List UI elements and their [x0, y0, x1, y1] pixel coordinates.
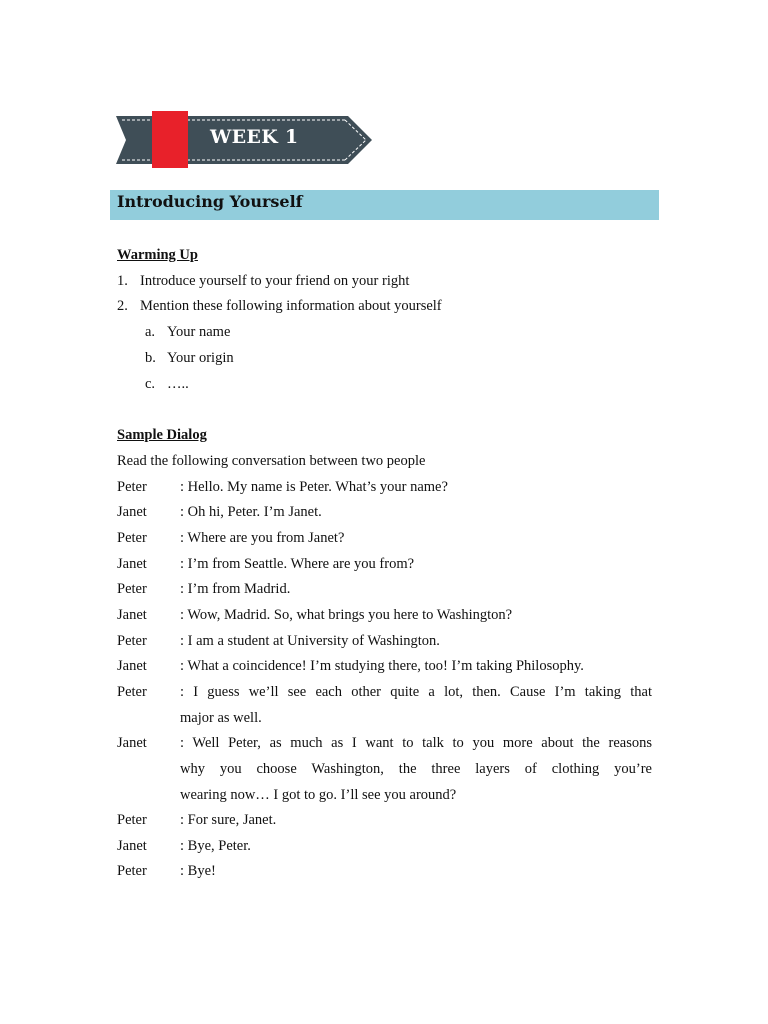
dialog-speaker: Janet [117, 658, 147, 674]
dialog-text-continued: wearing now… I got to go. I’ll see you around? [180, 787, 457, 803]
sub-list-marker: b. [145, 350, 156, 366]
dialog-speaker: Peter [117, 479, 147, 495]
sub-list-text: Your origin [167, 350, 234, 366]
week-banner [116, 108, 376, 172]
dialog-speaker: Peter [117, 812, 147, 828]
list-text: Introduce yourself to your friend on your right [140, 273, 410, 289]
dialog-speaker: Peter [117, 863, 147, 879]
warming-up-heading: Warming Up [117, 247, 198, 263]
dialog-text: : Oh hi, Peter. I’m Janet. [180, 504, 322, 520]
dialog-speaker: Janet [117, 556, 147, 572]
list-text: Mention these following information about yourself [140, 298, 442, 314]
dialog-speaker: Janet [117, 607, 147, 623]
dialog-text: : What a coincidence! I’m studying there, too! I’m taking Philosophy. [180, 658, 584, 674]
dialog-speaker: Peter [117, 633, 147, 649]
sub-list-marker: a. [145, 324, 156, 340]
dialog-speaker: Janet [117, 838, 147, 854]
dialog-text: : I am a student at University of Washington. [180, 633, 440, 649]
dialog-speaker: Peter [117, 530, 147, 546]
section-heading-bar [110, 190, 659, 220]
ribbon-red-tag [152, 111, 188, 168]
dialog-text: : I guess we’ll see each other quite a lot, then. Cause I’m taking that [180, 684, 652, 700]
dialog-text: : Well Peter, as much as I want to talk to you more about the reasons [180, 735, 652, 751]
dialog-text: : Bye! [180, 863, 216, 879]
dialog-speaker: Janet [117, 735, 147, 751]
week-label: WEEK 1 [210, 126, 299, 148]
list-marker: 1. [117, 273, 128, 289]
dialog-text: : Hello. My name is Peter. What’s your name? [180, 479, 448, 495]
dialog-text: : Bye, Peter. [180, 838, 251, 854]
dialog-speaker: Peter [117, 684, 147, 700]
sub-list-text: ….. [167, 376, 189, 392]
sub-list-marker: c. [145, 376, 156, 392]
dialog-intro: Read the following conversation between two people [117, 453, 426, 469]
dialog-text-continued: major as well. [180, 710, 262, 726]
sample-dialog-heading: Sample Dialog [117, 427, 207, 443]
dialog-text: : Where are you from Janet? [180, 530, 345, 546]
dialog-text: : Wow, Madrid. So, what brings you here to Washington? [180, 607, 513, 623]
list-marker: 2. [117, 298, 128, 314]
section-title: Introducing Yourself [117, 192, 303, 211]
dialog-text: : I’m from Madrid. [180, 581, 291, 597]
sub-list-text: Your name [167, 324, 231, 340]
dialog-text: : I’m from Seattle. Where are you from? [180, 556, 415, 572]
dialog-speaker: Peter [117, 581, 147, 597]
dialog-text: : For sure, Janet. [180, 812, 277, 828]
dialog-text-continued: why you choose Washington, the three layers of clothing you’re [180, 761, 652, 777]
dialog-speaker: Janet [117, 504, 147, 520]
